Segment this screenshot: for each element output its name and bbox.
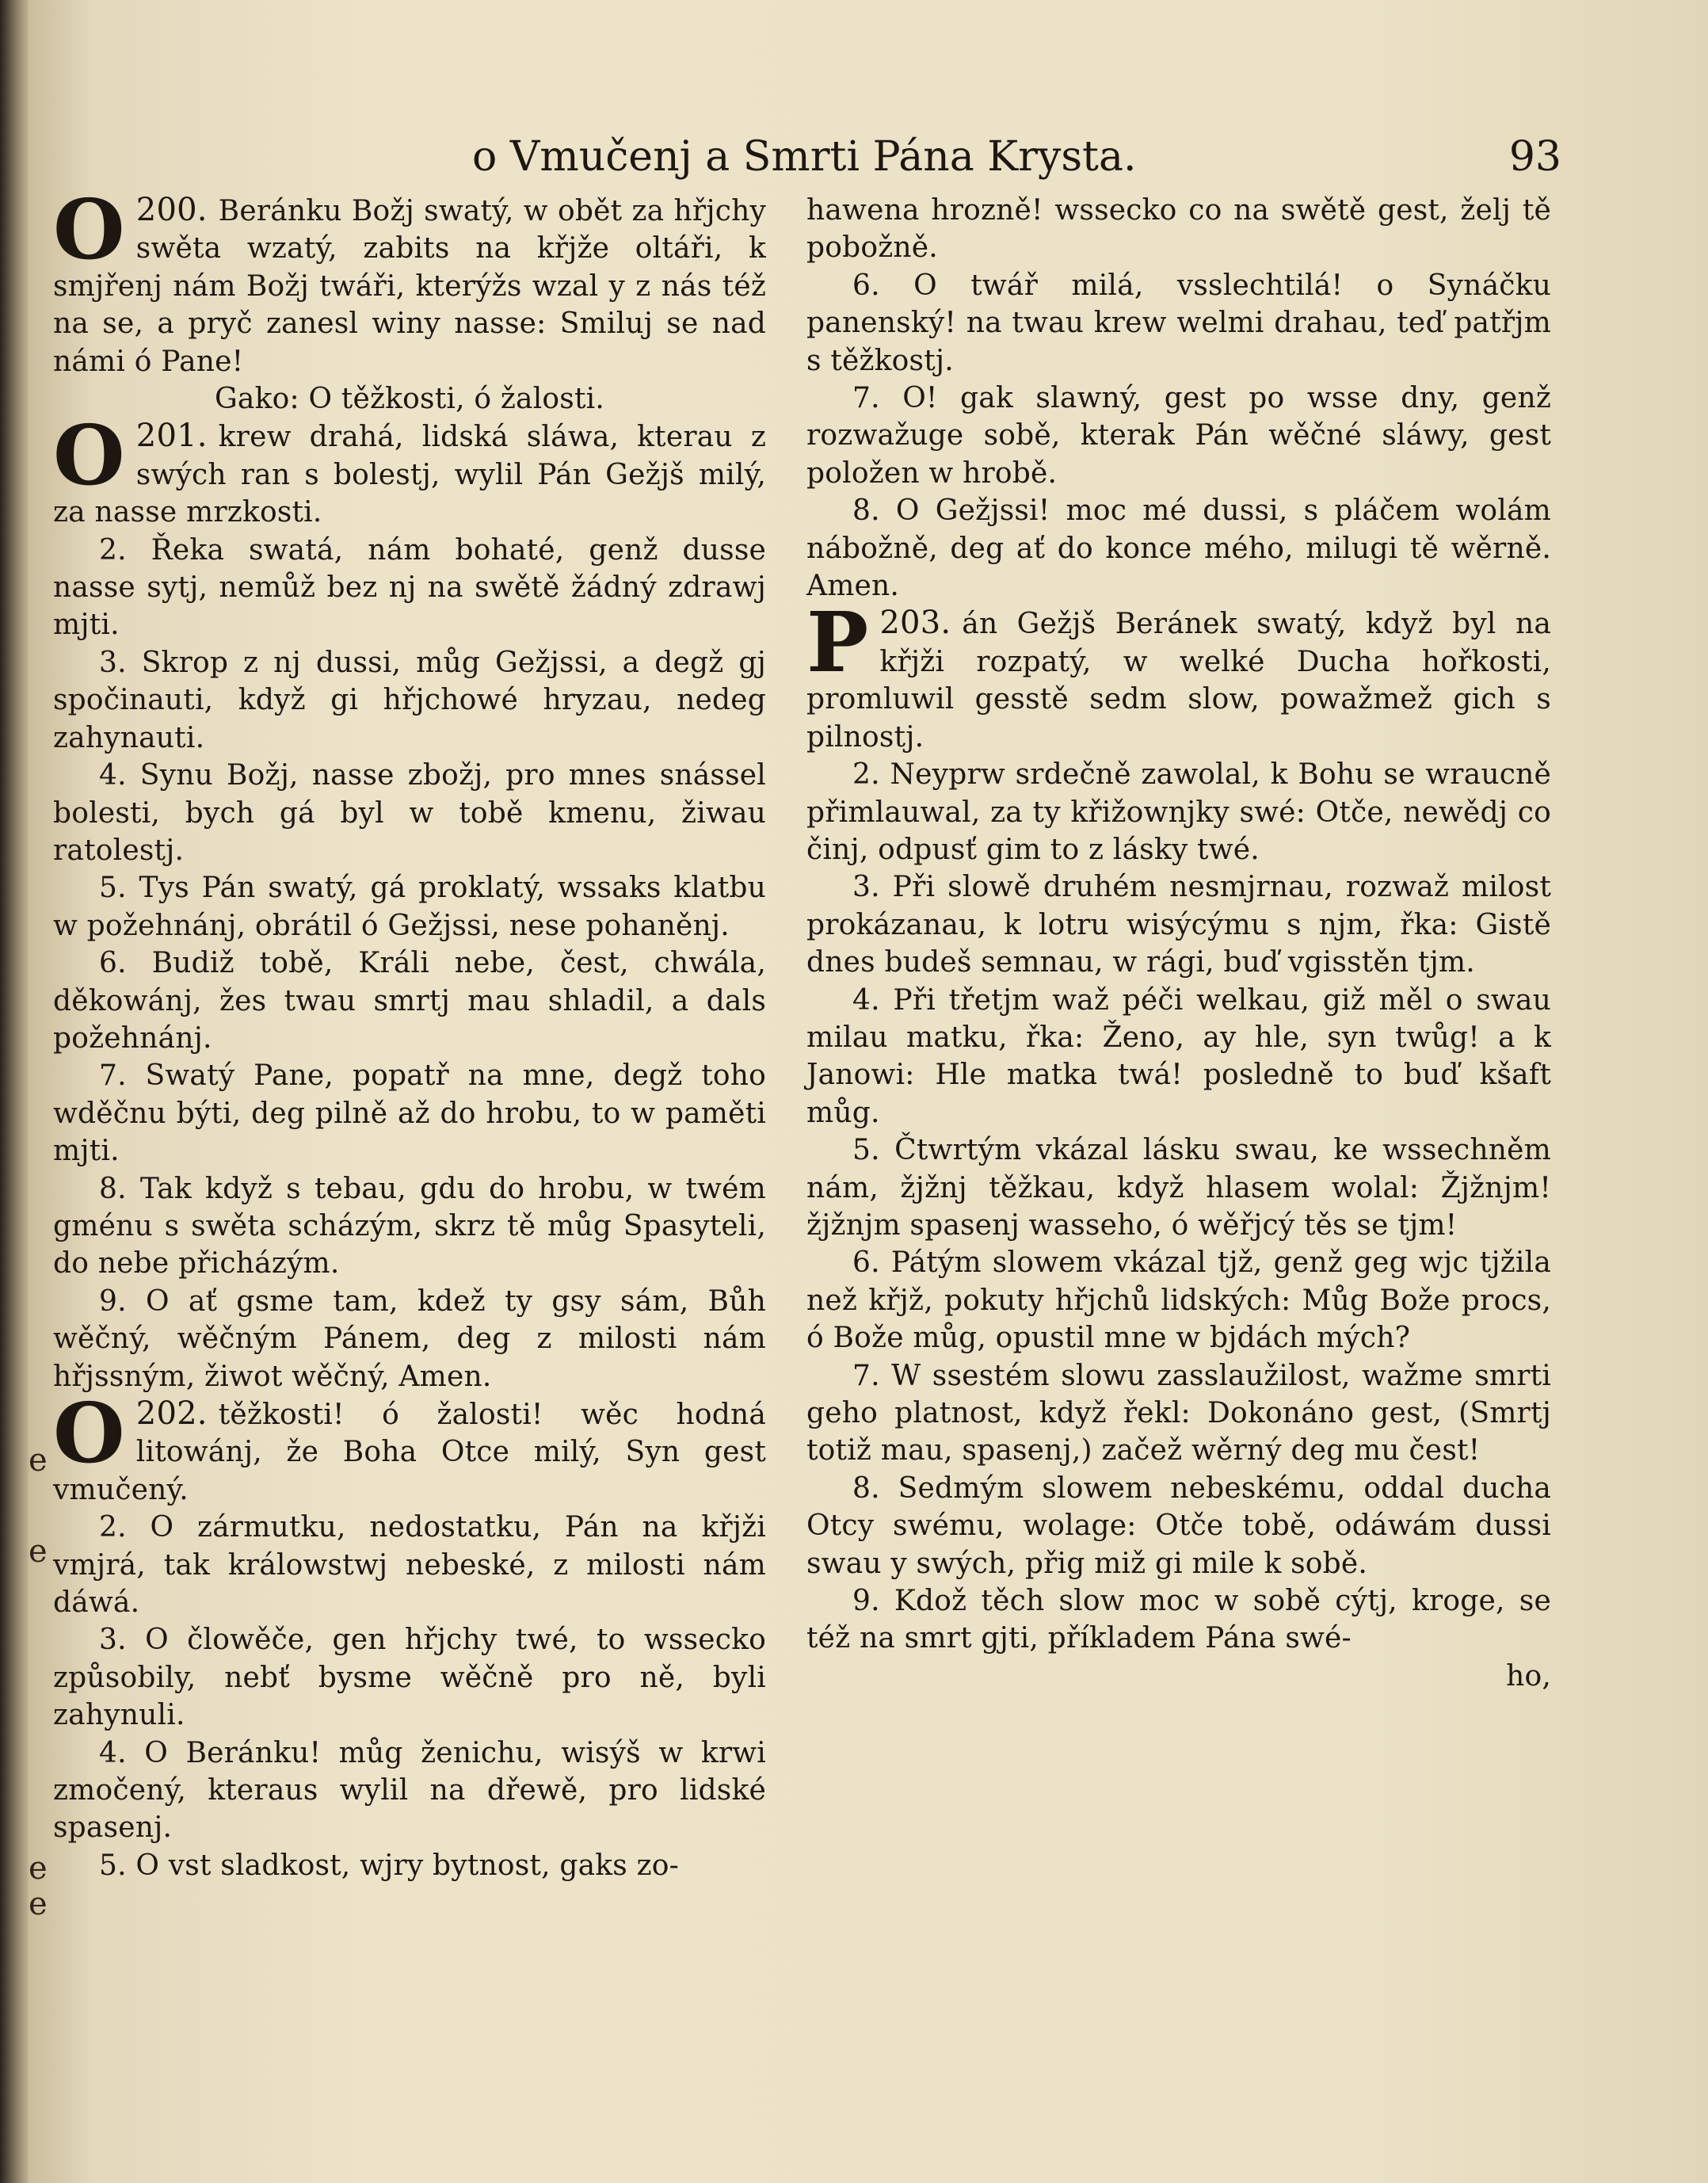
edge-glyph: e (29, 1886, 48, 1922)
hymn-first-verse: Beránku Božj swatý, w obět za hřjchy swěta wzatý, zabits na křjže oltáři, k smjřenj nám Božj twáři, kterýžs wzal y z nás též na se, a pryč zanesl winy nasse: Smiluj se nad námi ó Pane! (53, 195, 766, 378)
catchword: ho, (1506, 1659, 1551, 1693)
right-column (806, 192, 1551, 1695)
drop-cap-initial: O (53, 1384, 125, 1482)
hymn-start (53, 406, 766, 531)
book-page (29, 0, 1708, 2183)
hymn-first-verse: těžkosti! ó žalosti! wěc hodná litowánj, že Boha Otce milý, Syn gest vmučený. (53, 1399, 766, 1506)
page-number: 93 (1508, 133, 1561, 181)
drop-cap-initial: O (53, 181, 125, 278)
verse: 4. O Beránku! můg ženichu, wisýš w krwi zmočený, kteraus wylil na dřewě, pro lidské spasenj. (53, 1736, 766, 1845)
verse: 7. O! gak slawný, gest po wsse dny, genž rozwažuge sobě, kterak Pán wěčné sláwy, gest položen w hrobě. (806, 382, 1551, 490)
verse: 5. Tys Pán swatý, gá proklatý, wssaks klatbu w požehnánj, obrátil ó Gežjssi, nese pohaněnj. (53, 872, 766, 942)
verse: 6. O twář milá, vsslechtilá! o Synáčku panenský! na twau krew welmi drahau, teď patřjm s těžkostj. (806, 269, 1551, 377)
edge-glyph: e (29, 1850, 48, 1887)
hymn-number: 203. (879, 605, 951, 642)
hymn-number: 202. (135, 1395, 208, 1432)
hymn-number: 200. (135, 192, 208, 228)
verse: 7. W ssestém slowu zasslaužilost, wažme smrti geho platnost, když řekl: Dokonáno gest, (Smrtj totiž mau, spasenj,) začež wěrný deg mu čest! (806, 1359, 1551, 1467)
verse: 4. Při třetjm waž péči welkau, giž měl o swau milau matku, řka: Ženo, ay hle, syn twůg! a k Janowi: Hle matka twá! posledně to buď kšaft můg. (806, 983, 1551, 1129)
verse: 8. Sedmým slowem nebeskému, oddal ducha Otcy swému, wolage: Otče tobě, odáwám dussi swau y swých, přig miž gi mile k sobě. (806, 1471, 1551, 1580)
left-column (53, 181, 766, 1884)
drop-cap-initial: P (806, 593, 869, 692)
verse: 4. Synu Božj, nasse zbožj, pro mnes snássel bolesti, bych gá byl w tobě kmenu, žiwau ratolestj. (53, 759, 766, 867)
verse: 8. Tak když s tebau, gdu do hrobu, w twém gménu s swěta scházým, skrz tě můg Spasyteli, do nebe přicházým. (53, 1172, 766, 1280)
hymn-start (53, 1384, 766, 1509)
verse: 5. Čtwrtým vkázal lásku swau, ke wssechněm nám, žjžnj těžkau, když hlasem wolal: Žjžnjm! žjžnjm spasenj wasseho, ó wěřjcý těs se tjm! (806, 1134, 1551, 1242)
verse: 3. Skrop z nj dussi, můg Gežjssi, a degž gj spočinauti, když gi hřjchowé hryzau, nedeg zahynauti. (53, 646, 766, 754)
drop-cap-initial: O (53, 406, 125, 505)
hymn-first-verse: krew drahá, lidská sláwa, kterau z swých ran s bolestj, wylil Pán Gežjš milý, za nasse mrzkosti. (53, 421, 766, 529)
verse: 2. Řeka swatá, nám bohaté, genž dusse nasse sytj, nemůž bez nj na swětě žádný zdrawj mjti. (53, 533, 766, 642)
verse: 3. O člowěče, gen hřjchy twé, to wssecko způsobily, nebť bysme wěčně pro ně, byli zahynuli. (53, 1624, 766, 1732)
edge-glyph: e (29, 1442, 48, 1479)
verse: 5. O vst sladkost, wjry bytnost, gaks zo- (99, 1849, 680, 1882)
hymn-start (53, 181, 766, 380)
hymn-number: 201. (135, 418, 208, 455)
previous-page-edge (0, 0, 32, 2183)
melody-note: Gako: O těžkosti, ó žalosti. (214, 383, 605, 416)
running-head: o Vmučenj a Smrti Pána Krysta. (472, 133, 1137, 181)
verse: 2. Neyprw srdečně zawolal, k Bohu se wraucně přimlauwal, za ty křižownjky swé: Otče, newědj co činj, odpusť gim to z lásky twé. (806, 758, 1551, 866)
hymn-first-verse: án Gežjš Beránek swatý, když byl na křjži rozpatý, w welké Ducha hořkosti, promluwil gesstě sedm slow, powažmež gich s pilnostj. (806, 608, 1551, 754)
verse: 9. O ať gsme tam, kdež ty gsy sám, Bůh wěčný, wěčným Pánem, deg z milosti nám hřjssným, žiwot wěčný, Amen. (53, 1284, 766, 1393)
edge-glyph: e (29, 1533, 48, 1570)
verse: 2. O zármutku, nedostatku, Pán na křjži vmjrá, tak králowstwj nebeské, z milosti nám dáwá. (53, 1511, 766, 1620)
verse: 7. Swatý Pane, popatř na mne, degž toho wděčnu býti, deg pilně až do hrobu, to w paměti mjti. (53, 1059, 766, 1168)
verse: 9. Kdož těch slow moc w sobě cýtj, kroge, se též na smrt gjti, příkladem Pána swé- (806, 1585, 1551, 1655)
verse: 6. Pátým slowem vkázal tjž, genž geg wjc tjžila než křjž, pokuty hřjchů lidských: Můg Bože procs, ó Bože můg, opustil mne w bjdách mých? (806, 1246, 1551, 1355)
hymn-start (806, 593, 1551, 756)
verse: 6. Budiž tobě, Králi nebe, čest, chwála, děkowánj, žes twau smrtj mau shladil, a dals požehnánj. (53, 947, 766, 1055)
verse-continuation: hawena hrozně! wssecko co na swětě gest, želj tě pobožně. (806, 194, 1551, 265)
verse: 3. Při slowě druhém nesmjrnau, rozwaž milost prokázanau, k lotru wisýcýmu s njm, řka: Gistě dnes budeš semnau, w rági, buď vgisstěn tjm. (806, 871, 1551, 979)
verse: 8. O Gežjssi! moc mé dussi, s pláčem wolám nábožně, deg ať do konce mého, milugi tě wěrně. Amen. (806, 494, 1551, 603)
